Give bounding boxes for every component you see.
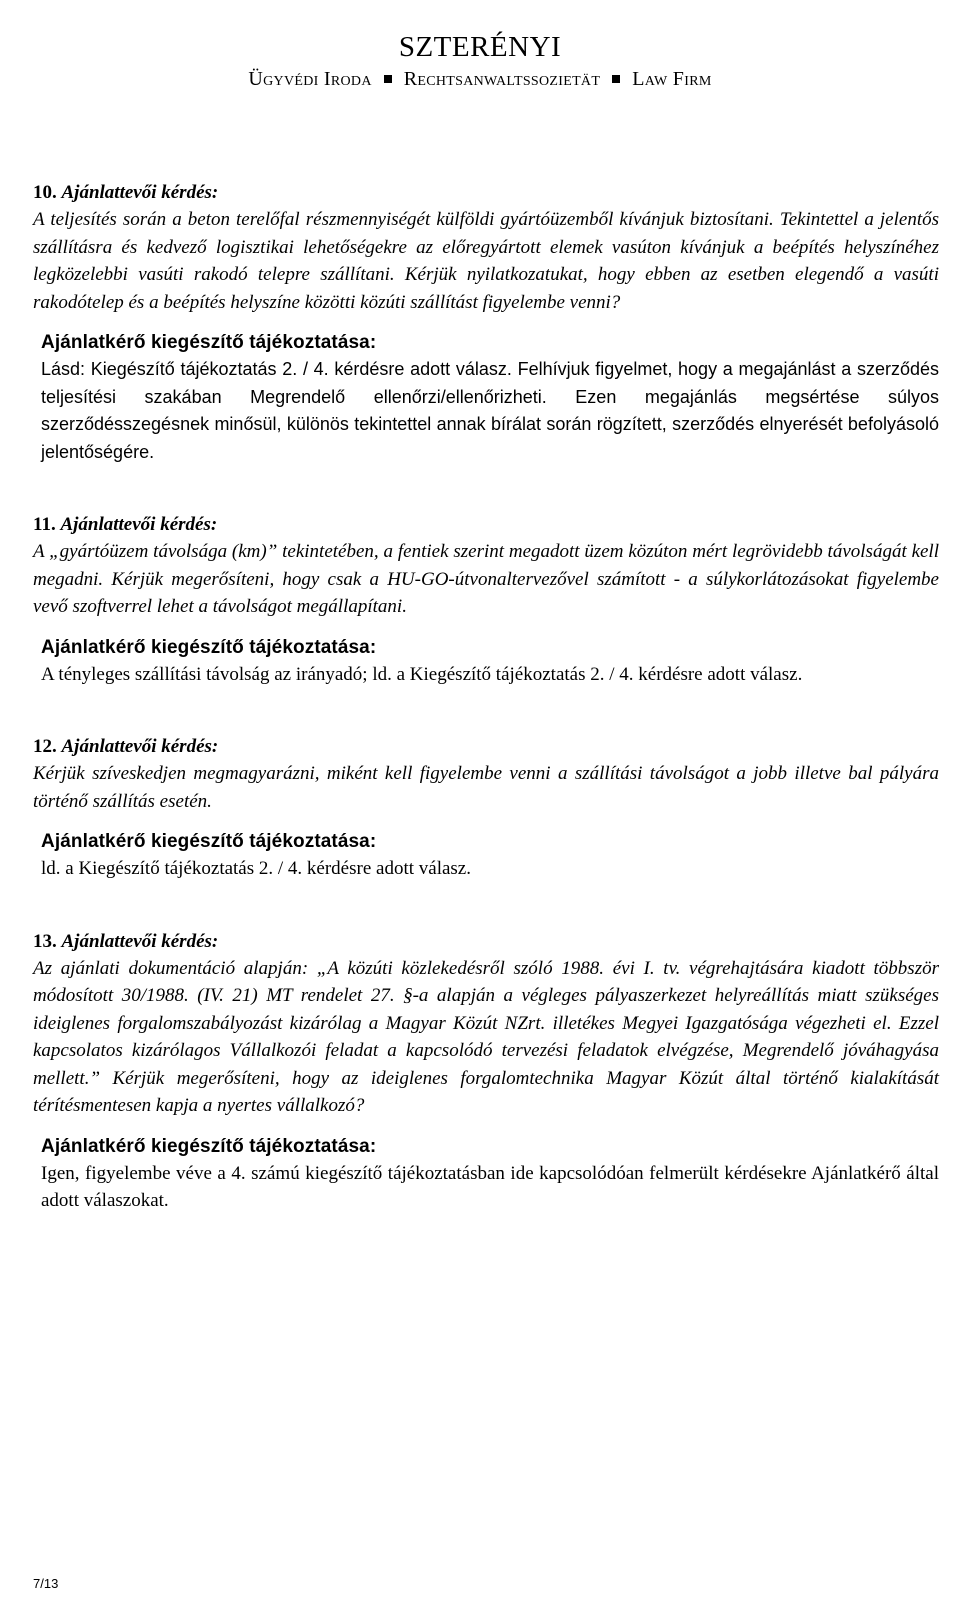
question-text: Az ajánlati dokumentáció alapján: „A közúti közlekedésről szóló 1988. évi I. tv. végrehajtására kiadott többször módosított 30/1988. (IV. 21) MT rendelet 27. §-a alapján a végleges pályaszerkezet helyreállítás miatt szükséges ideiglenes forgalomszabályozást kizárólag a Magyar Közút NZrt. illetékes Megyei Igazgatósága végezheti el. Ezzel kapcsolatos kizárólagos Vállalkozói feladat a kapcsolódó tervezési feladatok elvégzése, Megrendelő jóváhagyása mellett.” Kérjük megerősíteni, hogy az ideiglenes forgalomtechnika Magyar Közút által történő kialakítását térítésmentesen kapja a nyertes vállalkozó? bbox=[33, 957, 939, 1116]
answer-block bbox=[41, 330, 939, 466]
square-bullet-icon bbox=[384, 75, 392, 83]
answer-block bbox=[41, 1134, 939, 1215]
letterhead bbox=[0, 30, 960, 92]
answer-text: ld. a Kiegészítő tájékoztatás 2. / 4. kérdésre adott válasz. bbox=[41, 858, 471, 879]
firm-name: SZTERÉNYI bbox=[398, 31, 562, 63]
page-number: 7/13 bbox=[33, 1576, 59, 1591]
question-heading bbox=[33, 734, 939, 760]
question-heading bbox=[33, 180, 939, 206]
answer-heading: Ajánlatkérő kiegészítő tájékoztatása: bbox=[41, 831, 377, 852]
question-block-10 bbox=[33, 180, 939, 466]
answer-text: A tényleges szállítási távolság az irányadó; ld. a Kiegészítő tájékoztatás 2. / 4. kérdésre adott válasz. bbox=[41, 663, 803, 685]
question-label: Ajánlattevői kérdés: bbox=[61, 182, 219, 203]
question-block-11 bbox=[33, 512, 939, 688]
question-heading bbox=[33, 512, 939, 538]
question-label: Ajánlattevői kérdés: bbox=[60, 514, 218, 535]
question-label: Ajánlattevői kérdés: bbox=[61, 930, 219, 952]
question-text: A „gyártóüzem távolsága (km)” tekintetében, a fentiek szerint megadott üzem közúton mért legrövidebb távolságát kell megadni. Kérjük megerősíteni, hogy csak a HU-GO-útvonaltervezővel számított - a súlykorlátozásokat figyelembe vevő szoftverrel lehet a távolságot megállapítani. bbox=[33, 541, 939, 617]
answer-block bbox=[41, 829, 939, 883]
question-block-12 bbox=[33, 734, 939, 883]
question-text: Kérjük szíveskedjen megmagyarázni, miként kell figyelembe venni a szállítási távolságot a jobb illetve bal pályára történő szállítás esetén. bbox=[33, 763, 939, 812]
answer-block bbox=[41, 635, 939, 689]
answer-text: Igen, figyelembe véve a 4. számú kiegészítő tájékoztatásban ide kapcsolódóan felmerült kérdésekre Ajánlatkérő által adott válaszokat. bbox=[41, 1162, 939, 1211]
question-heading bbox=[33, 929, 939, 955]
question-number: 11. bbox=[33, 514, 56, 535]
firm-subtitle-de: Rechtsanwaltssozietät bbox=[403, 68, 601, 90]
question-label: Ajánlattevői kérdés: bbox=[61, 736, 219, 757]
question-text: A teljesítés során a beton terelőfal részmennyiségét külföldi gyártóüzemből kívánjuk biztosítani. Tekintettel a jelentős szállításra és kedvező logisztikai lehetőségekre az előregyártott elemek vasúton kívánjuk a beépítés helyszínéhez legközelebbi vasúti rakodó telepre szállítani. Kérjük nyilatkozatukat, hogy ebben az esetben elegendő a vasúti rakodótelep és a beépítés helyszíne közötti közúti szállítást figyelembe venni? bbox=[33, 209, 939, 313]
answer-heading: Ajánlatkérő kiegészítő tájékoztatása: bbox=[41, 636, 377, 658]
square-bullet-icon bbox=[612, 75, 620, 83]
firm-subtitle-hu: Ügyvédi Iroda bbox=[248, 68, 372, 90]
answer-text: Lásd: Kiegészítő tájékoztatás 2. / 4. kérdésre adott válasz. Felhívjuk figyelmet, hogy a megajánlást a szerződés teljesítési szakában Megrendelő ellenőrzi/ellenőrizheti. Ezen megajánlás megsértése súlyos szerződésszegésnek minősül, különös tekintettel annak bírálat során rögzített, szerződés elnyerését befolyásoló jelentőségére. bbox=[41, 359, 939, 462]
question-number: 13. bbox=[33, 930, 57, 952]
firm-subtitle bbox=[0, 66, 960, 92]
question-block-13 bbox=[33, 929, 939, 1215]
question-number: 12. bbox=[33, 736, 57, 757]
answer-heading: Ajánlatkérő kiegészítő tájékoztatása: bbox=[41, 1135, 377, 1157]
question-number: 10. bbox=[33, 182, 57, 203]
answer-heading: Ajánlatkérő kiegészítő tájékoztatása: bbox=[41, 332, 377, 353]
document-body bbox=[33, 180, 939, 1215]
firm-subtitle-en: Law Firm bbox=[632, 68, 712, 90]
